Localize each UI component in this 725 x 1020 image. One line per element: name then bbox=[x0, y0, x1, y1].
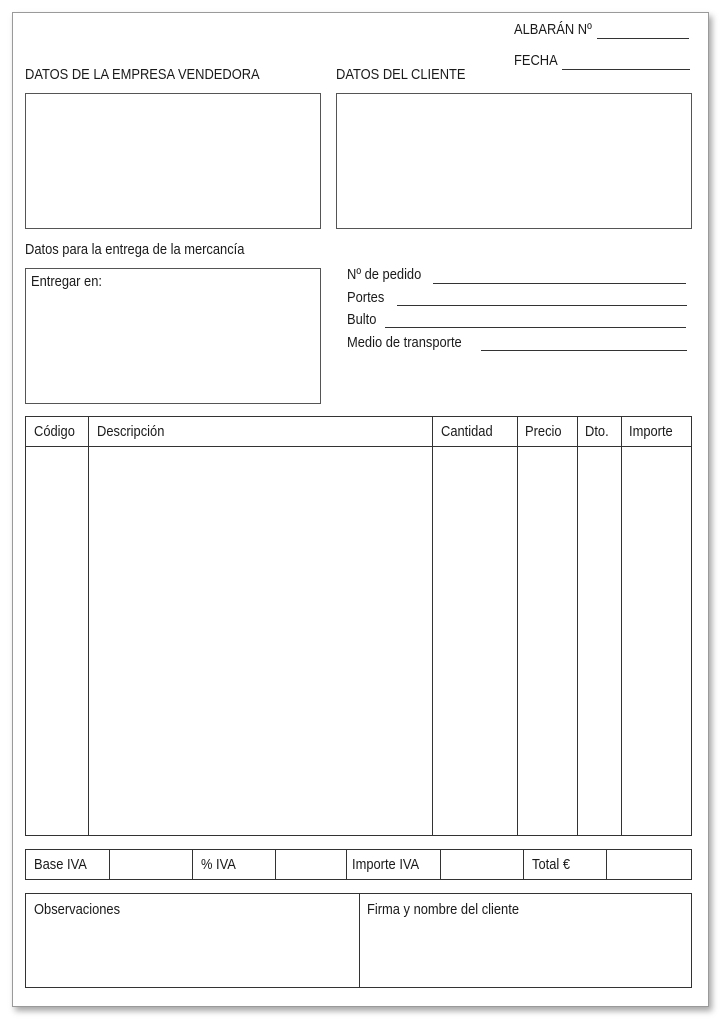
transport-field[interactable] bbox=[481, 350, 687, 351]
signature-field[interactable] bbox=[360, 894, 691, 987]
packages-label: Bulto bbox=[347, 311, 377, 328]
col-descripcion: Descripción bbox=[88, 417, 432, 447]
pct-iva-field[interactable] bbox=[275, 850, 347, 880]
importe-iva-label: Importe IVA bbox=[347, 850, 441, 880]
client-data-box[interactable] bbox=[336, 93, 692, 229]
col-dto: Dto. bbox=[578, 417, 622, 447]
items-body-row[interactable] bbox=[26, 447, 692, 836]
importe-iva-field[interactable] bbox=[441, 850, 524, 880]
cantidad-cell[interactable] bbox=[433, 447, 518, 836]
delivery-heading: Datos para la entrega de la mercancía bbox=[25, 241, 245, 258]
shipping-cost-label: Portes bbox=[347, 289, 385, 306]
items-header-row bbox=[26, 417, 692, 447]
col-importe: Importe bbox=[622, 417, 692, 447]
col-cantidad: Cantidad bbox=[433, 417, 518, 447]
fecha-field[interactable] bbox=[562, 69, 690, 70]
albaran-number-field[interactable] bbox=[597, 38, 689, 39]
codigo-cell[interactable] bbox=[26, 447, 89, 836]
order-number-label: Nº de pedido bbox=[347, 266, 422, 283]
fecha-label: FECHA bbox=[514, 52, 558, 69]
seller-heading: DATOS DE LA EMPRESA VENDEDORA bbox=[25, 66, 260, 83]
shipping-cost-field[interactable] bbox=[397, 305, 687, 306]
packages-field[interactable] bbox=[385, 327, 686, 328]
observations-field[interactable] bbox=[26, 894, 358, 987]
client-heading: DATOS DEL CLIENTE bbox=[336, 66, 466, 83]
col-codigo: Código bbox=[26, 417, 89, 447]
total-label: Total € bbox=[524, 850, 607, 880]
deliver-at-label: Entregar en: bbox=[31, 273, 103, 290]
albaran-label: ALBARÁN Nº bbox=[514, 21, 592, 38]
precio-cell[interactable] bbox=[518, 447, 578, 836]
seller-data-box[interactable] bbox=[25, 93, 321, 229]
dto-cell[interactable] bbox=[578, 447, 622, 836]
order-number-field[interactable] bbox=[433, 283, 686, 284]
importe-cell[interactable] bbox=[622, 447, 692, 836]
deliver-at-box[interactable] bbox=[25, 268, 321, 404]
col-precio: Precio bbox=[518, 417, 578, 447]
transport-label: Medio de transporte bbox=[347, 334, 462, 351]
total-field[interactable] bbox=[607, 850, 692, 880]
base-iva-field[interactable] bbox=[109, 850, 192, 880]
signature-label: Firma y nombre del cliente bbox=[367, 901, 519, 918]
descripcion-cell[interactable] bbox=[88, 447, 432, 836]
observations-label: Observaciones bbox=[34, 901, 121, 918]
totals-table bbox=[25, 849, 692, 880]
pct-iva-label: % IVA bbox=[192, 850, 275, 880]
items-table bbox=[25, 416, 692, 836]
base-iva-label: Base IVA bbox=[26, 850, 110, 880]
